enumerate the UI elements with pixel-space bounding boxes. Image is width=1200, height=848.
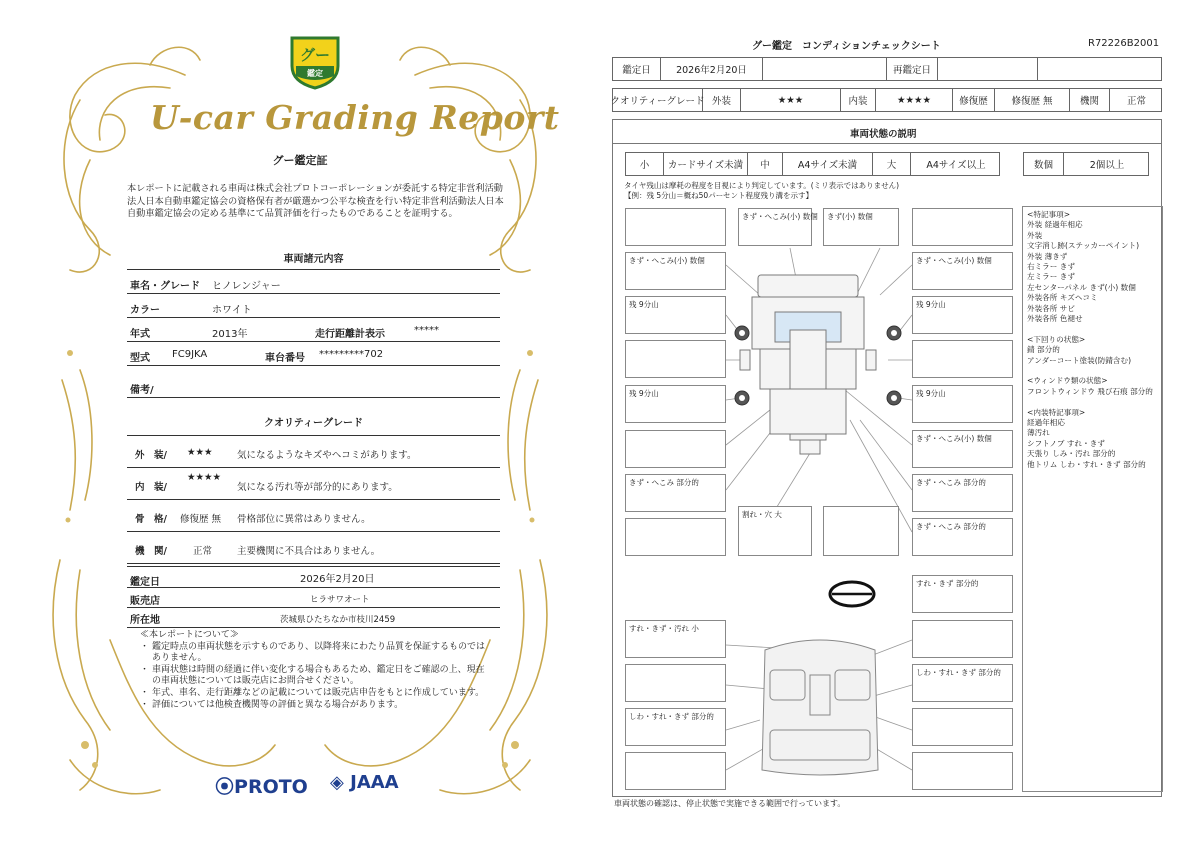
mileage-value: ***** xyxy=(414,325,439,336)
remark-line: 右ミラー きず xyxy=(1027,262,1075,272)
year-label: 年式 xyxy=(130,329,150,340)
damage-box xyxy=(912,620,1013,658)
damage-box: 残 9分山 xyxy=(625,296,726,334)
divider xyxy=(612,143,1162,144)
report-script-title: U-car Grading Report xyxy=(150,98,560,137)
reinspect-value xyxy=(938,58,1038,80)
address-label: 所在地 xyxy=(130,615,160,626)
engine-label: 機関 xyxy=(1070,89,1110,111)
remark-line: 左センターパネル きず(小) 数個 xyxy=(1027,282,1136,292)
damage-box xyxy=(912,752,1013,790)
damage-box: きず・へこみ 部分的 xyxy=(912,474,1013,512)
grade-title: クオリティーグレード xyxy=(264,418,363,429)
report-notes xyxy=(140,630,490,711)
date-label: 鑑定日 xyxy=(130,577,160,588)
date-label: 鑑定日 xyxy=(613,58,661,80)
grade-row-engine xyxy=(127,532,500,564)
sheet-code: R72226B2001 xyxy=(1088,38,1160,49)
note-item: ・ 年式、車名、走行距離などの記載については販売店申告をもとに作成しています。 xyxy=(140,688,490,700)
grade-desc: 主要機関に不具合はありません。 xyxy=(237,546,381,557)
grade-label: 機 関/ xyxy=(135,546,167,557)
spec-row-color xyxy=(127,294,500,318)
specs-title: 車両諸元内容 xyxy=(283,254,344,265)
damage-box: すれ・きず・汚れ 小 xyxy=(625,620,726,658)
remark-line: フロントウィンドウ 飛び石痕 部分的 xyxy=(1027,386,1153,396)
remark-line: 天張り しみ・汚れ 部分的 xyxy=(1027,449,1116,459)
remark-spacer xyxy=(1027,366,1158,376)
damage-box xyxy=(625,340,726,378)
remark-line: 外装各所 キズヘコミ xyxy=(1027,293,1098,303)
certificate-title: グー鑑定証 xyxy=(272,154,328,167)
grade-row-interior xyxy=(127,468,500,500)
spec-row-name xyxy=(127,270,500,294)
damage-box xyxy=(912,708,1013,746)
grade-label: 骨 格/ xyxy=(135,514,167,525)
spec-row-remarks xyxy=(127,374,500,398)
grade-label: 外 装/ xyxy=(135,450,167,461)
remark-line: <内装特記事項> xyxy=(1027,407,1086,417)
name-label: 車名・グレード xyxy=(130,281,200,292)
damage-box: 割れ・穴 大 xyxy=(738,506,812,556)
spec-row-year xyxy=(127,318,500,342)
remark-line: 左ミラー きず xyxy=(1027,272,1075,282)
size-small-desc: カードサイズ未満 xyxy=(664,153,748,175)
size-small-label: 小 xyxy=(626,153,664,175)
grade-desc: 気になるようなキズやヘコミがあります。 xyxy=(237,450,417,461)
spec-row-date xyxy=(127,566,500,588)
chassis-label: 車台番号 xyxy=(265,353,305,364)
jaaa-logo-text: JAAA xyxy=(350,772,399,793)
damage-box: 残 9分山 xyxy=(912,296,1013,334)
certificate-intro: 本レポートに記載される車両は株式会社プロトコーポレーションが委託する特定非営利活動法人日本自動車鑑定協会の資格保有者が厳選かつ公平な検査を行い特定非営利活動法人日本自動車鑑定協会の定める基準にて品質評価を行ったものであることを証明する。 xyxy=(127,183,504,219)
damage-box xyxy=(625,208,726,246)
grade-label: 内 装/ xyxy=(135,482,167,493)
chassis-value: *********702 xyxy=(319,349,384,360)
color-label: カラー xyxy=(130,305,160,316)
remark-line: 錆 部分的 xyxy=(1027,345,1060,355)
interior-value: ★★★★ xyxy=(876,89,953,111)
damage-box: きず・へこみ(小) 数個 xyxy=(738,208,812,246)
count-desc: 2個以上 xyxy=(1089,160,1125,171)
date-value: 2026年2月20日 xyxy=(300,574,375,585)
repair-value: 修復歴 無 xyxy=(995,89,1070,111)
remark-spacer xyxy=(1027,397,1158,407)
remark-line: 外装 xyxy=(1027,230,1043,240)
grade-value: ★★★★ xyxy=(187,472,222,483)
svg-text:鑑定: 鑑定 xyxy=(307,69,323,78)
dealer-value: ヒラサワオート xyxy=(310,595,370,605)
grade-desc: 骨格部位に異常はありません。 xyxy=(237,514,371,525)
remark-line: <特記事項> xyxy=(1027,210,1071,219)
tire-example-note: 【例：残 5分山＝概ね50パーセント程度残り溝を示す】 xyxy=(624,191,814,200)
quality-table xyxy=(612,88,1162,112)
remark-line: 経過年相応 xyxy=(1027,418,1065,428)
remarks-label: 備考/ xyxy=(130,385,154,396)
damage-box xyxy=(625,664,726,702)
remark-line: 他トリム しわ・すれ・きず 部分的 xyxy=(1027,459,1146,469)
proto-logo: ⦿PROTO xyxy=(215,776,308,798)
spec-row-dealer xyxy=(127,588,500,608)
size-large-label: 大 xyxy=(873,153,911,175)
condition-check-sheet xyxy=(600,0,1200,848)
size-mid-desc: A4サイズ未満 xyxy=(783,153,873,175)
remark-line: <ウィンドウ類の状態> xyxy=(1027,376,1108,386)
count-legend xyxy=(1023,152,1149,176)
remark-line: 外装 経過年相応 xyxy=(1027,220,1083,230)
damage-box xyxy=(625,518,726,556)
size-large-desc: A4サイズ以上 xyxy=(926,160,986,171)
sheet-title: グー鑑定 コンディションチェックシート xyxy=(752,41,941,52)
damage-box: しわ・すれ・きず 部分的 xyxy=(912,664,1013,702)
svg-text:グー: グー xyxy=(299,46,331,64)
grade-value: 正常 xyxy=(193,546,213,557)
grade-value: ★★★ xyxy=(187,447,213,458)
damage-box: きず・へこみ(小) 数個 xyxy=(912,252,1013,290)
tire-note: タイヤ残山は摩耗の程度を目視により判定しています。(ミリ表示ではありません) xyxy=(624,181,900,190)
damage-box xyxy=(912,208,1013,246)
note-item: ・ 鑑定時点の車両状態を示すものであり、以降将来にわたり品質を保証するものではありません。 xyxy=(140,642,490,665)
damage-box: 残 9分山 xyxy=(625,385,726,423)
size-legend xyxy=(625,152,1000,176)
exterior-value: ★★★ xyxy=(741,89,841,111)
grade-value: 修復歴 無 xyxy=(180,514,222,525)
name-value: ヒノレンジャー xyxy=(212,281,281,292)
damage-box xyxy=(823,506,899,556)
year-value: 2013年 xyxy=(212,329,248,340)
model-value: FC9JKA xyxy=(172,349,208,360)
damage-box xyxy=(912,340,1013,378)
remark-spacer xyxy=(1027,324,1158,334)
remark-line: 薄汚れ xyxy=(1027,428,1050,438)
damage-box: きず・へこみ(小) 数個 xyxy=(625,252,726,290)
model-label: 型式 xyxy=(130,353,150,364)
remark-line: 文字消し跡(ステッカーペイント) xyxy=(1027,241,1140,251)
proto-logo-text: PROTO xyxy=(234,776,308,798)
date-value: 2026年2月20日 xyxy=(661,58,763,80)
grade-desc: 気になる汚れ等が部分的にあります。 xyxy=(237,482,398,493)
damage-box xyxy=(625,752,726,790)
sheet-footer-note: 車両状態の確認は、停止状態で実施できる範囲で行っています。 xyxy=(614,799,846,808)
grade-row-exterior xyxy=(127,436,500,468)
quality-label: クオリティーグレード xyxy=(613,89,703,111)
damage-box: すれ・きず 部分的 xyxy=(912,575,1013,613)
damage-box xyxy=(625,430,726,468)
notes-title: ≪本レポートについて≫ xyxy=(140,630,239,640)
damage-box: きず・へこみ(小) 数個 xyxy=(912,430,1013,468)
reinspect-label: 再鑑定日 xyxy=(887,58,938,80)
engine-value: 正常 xyxy=(1126,96,1146,107)
empty-cell xyxy=(1038,58,1163,80)
explain-title: 車両状態の説明 xyxy=(850,129,917,140)
note-item: ・ 評価については他検査機関等の評価と異なる場合があります。 xyxy=(140,700,490,712)
damage-box: きず・へこみ 部分的 xyxy=(912,518,1013,556)
note-item: ・ 車両状態は時間の経過に伴い変化する場合もあるため、鑑定日をご確認の上、現在の車両状態については販売店にお問合せください。 xyxy=(140,665,490,688)
spec-row-model xyxy=(127,342,500,366)
special-remarks xyxy=(1022,206,1163,792)
interior-label: 内装 xyxy=(841,89,876,111)
address-value: 茨城県ひたちなか市枝川2459 xyxy=(280,615,396,625)
damage-box: しわ・すれ・きず 部分的 xyxy=(625,708,726,746)
remark-line: 外装各所 サビ xyxy=(1027,303,1075,313)
goo-kantei-badge-logo xyxy=(288,32,342,90)
size-mid-label: 中 xyxy=(748,153,783,175)
empty-cell xyxy=(763,58,887,80)
remark-line: 外装各所 色褪せ xyxy=(1027,314,1083,324)
repair-label: 修復歴 xyxy=(953,89,995,111)
remark-line: アンダーコート塗装(防錆含む) xyxy=(1027,355,1132,365)
damage-box: 残 9分山 xyxy=(912,385,1013,423)
spec-row-address xyxy=(127,608,500,628)
mileage-label: 走行距離計表示 xyxy=(315,329,385,340)
count-label: 数個 xyxy=(1024,153,1064,175)
remark-line: 外装 薄きず xyxy=(1027,251,1068,261)
exterior-label: 外装 xyxy=(703,89,741,111)
color-value: ホワイト xyxy=(212,305,252,316)
remark-line: <下回りの状態> xyxy=(1027,334,1086,344)
damage-box: きず(小) 数個 xyxy=(823,208,899,246)
dealer-label: 販売店 xyxy=(130,596,160,607)
jaaa-logo: ◈ JAAA xyxy=(330,772,399,793)
damage-box: きず・へこみ 部分的 xyxy=(625,474,726,512)
grade-row-frame xyxy=(127,500,500,532)
remark-line: シフトノブ すれ・きず xyxy=(1027,438,1105,448)
date-table xyxy=(612,57,1162,81)
